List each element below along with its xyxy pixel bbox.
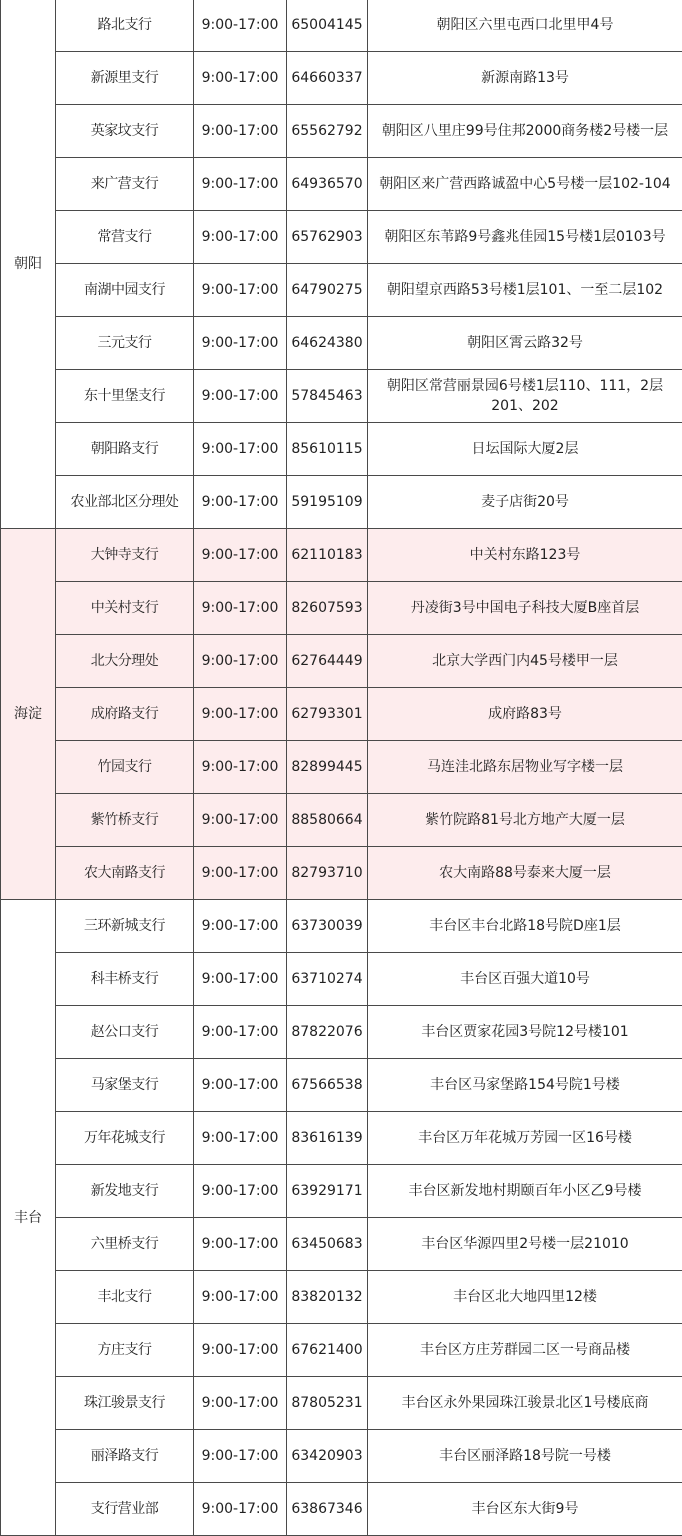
hours-cell: 9:00-17:00 [194,1218,287,1271]
table-row [1,1483,682,1536]
phone-cell: 59195109 [287,476,368,529]
branch-name-cell: 马家堡支行 [56,1059,194,1112]
address-cell: 丰台区马家堡路154号院1号楼 [368,1059,682,1112]
branch-name-cell: 北大分理处 [56,635,194,688]
address-cell: 麦子店街20号 [368,476,682,529]
branch-name-cell: 紫竹桥支行 [56,794,194,847]
phone-cell: 65004145 [287,0,368,52]
table-row [1,423,682,476]
address-cell: 丰台区百强大道10号 [368,953,682,1006]
phone-cell: 82899445 [287,741,368,794]
address-cell: 丰台区丰台北路18号院D座1层 [368,900,682,953]
branch-name-cell: 万年花城支行 [56,1112,194,1165]
address-cell: 北京大学西门内45号楼甲一层 [368,635,682,688]
branch-name-cell: 新发地支行 [56,1165,194,1218]
table-row [1,105,682,158]
branch-name-cell: 三环新城支行 [56,900,194,953]
phone-cell: 67621400 [287,1324,368,1377]
branch-name-cell: 路北支行 [56,0,194,52]
phone-cell: 88580664 [287,794,368,847]
phone-cell: 67566538 [287,1059,368,1112]
address-cell: 新源南路13号 [368,52,682,105]
phone-cell: 62793301 [287,688,368,741]
address-cell: 农大南路88号泰来大厦一层 [368,847,682,900]
address-cell: 紫竹院路81号北方地产大厦一层 [368,794,682,847]
branch-name-cell: 农大南路支行 [56,847,194,900]
hours-cell: 9:00-17:00 [194,529,287,582]
branch-name-cell: 朝阳路支行 [56,423,194,476]
table-row [1,1165,682,1218]
address-cell: 朝阳区常营丽景园6号楼1层110、111，2层201、202 [368,370,682,423]
hours-cell: 9:00-17:00 [194,794,287,847]
table-row [1,52,682,105]
table-row [1,476,682,529]
branch-name-cell: 南湖中园支行 [56,264,194,317]
branch-name-cell: 丰北支行 [56,1271,194,1324]
branch-name-cell: 成府路支行 [56,688,194,741]
hours-cell: 9:00-17:00 [194,900,287,953]
address-cell: 成府路83号 [368,688,682,741]
table-row [1,582,682,635]
address-cell: 朝阳望京西路53号楼1层101、一至二层102 [368,264,682,317]
table-row [1,794,682,847]
table-row [1,0,682,52]
branch-name-cell: 丽泽路支行 [56,1430,194,1483]
table-row [1,317,682,370]
hours-cell: 9:00-17:00 [194,0,287,52]
phone-cell: 65762903 [287,211,368,264]
district-cell: 海淀 [1,529,56,900]
district-cell: 丰台 [1,900,56,1536]
phone-cell: 65562792 [287,105,368,158]
table-row [1,529,682,582]
phone-cell: 64936570 [287,158,368,211]
hours-cell: 9:00-17:00 [194,1377,287,1430]
branch-name-cell: 三元支行 [56,317,194,370]
phone-cell: 82607593 [287,582,368,635]
table-row [1,1006,682,1059]
phone-cell: 87822076 [287,1006,368,1059]
branch-name-cell: 珠江骏景支行 [56,1377,194,1430]
branch-name-cell: 科丰桥支行 [56,953,194,1006]
address-cell: 马连洼北路东居物业写字楼一层 [368,741,682,794]
table-row [1,953,682,1006]
address-cell: 丰台区方庄芳群园二区一号商品楼 [368,1324,682,1377]
hours-cell: 9:00-17:00 [194,476,287,529]
phone-cell: 63710274 [287,953,368,1006]
phone-cell: 63450683 [287,1218,368,1271]
phone-cell: 82793710 [287,847,368,900]
hours-cell: 9:00-17:00 [194,582,287,635]
address-cell: 中关村东路123号 [368,529,682,582]
phone-cell: 63420903 [287,1430,368,1483]
table-row [1,1218,682,1271]
table-row [1,370,682,423]
branch-name-cell: 英家坟支行 [56,105,194,158]
hours-cell: 9:00-17:00 [194,105,287,158]
phone-cell: 63929171 [287,1165,368,1218]
hours-cell: 9:00-17:00 [194,52,287,105]
table-row [1,688,682,741]
branch-name-cell: 常营支行 [56,211,194,264]
phone-cell: 83616139 [287,1112,368,1165]
address-cell: 朝阳区东苇路9号鑫兆佳园15号楼1层0103号 [368,211,682,264]
table-row [1,900,682,953]
hours-cell: 9:00-17:00 [194,847,287,900]
address-cell: 朝阳区六里屯西口北里甲4号 [368,0,682,52]
address-cell: 丰台区东大街9号 [368,1483,682,1536]
hours-cell: 9:00-17:00 [194,1483,287,1536]
address-cell: 丰台区万年花城万芳园一区16号楼 [368,1112,682,1165]
table-row [1,1430,682,1483]
address-cell: 丰台区北大地四里12楼 [368,1271,682,1324]
table-row [1,1059,682,1112]
hours-cell: 9:00-17:00 [194,264,287,317]
table-row [1,158,682,211]
table-row [1,1112,682,1165]
branch-name-cell: 赵公口支行 [56,1006,194,1059]
phone-cell: 63867346 [287,1483,368,1536]
hours-cell: 9:00-17:00 [194,1271,287,1324]
address-cell: 丰台区新发地村期颐百年小区乙9号楼 [368,1165,682,1218]
hours-cell: 9:00-17:00 [194,1112,287,1165]
hours-cell: 9:00-17:00 [194,741,287,794]
hours-cell: 9:00-17:00 [194,688,287,741]
branch-name-cell: 来广营支行 [56,158,194,211]
hours-cell: 9:00-17:00 [194,423,287,476]
branch-name-cell: 东十里堡支行 [56,370,194,423]
table-row [1,211,682,264]
branch-name-cell: 方庄支行 [56,1324,194,1377]
hours-cell: 9:00-17:00 [194,370,287,423]
branch-name-cell: 支行营业部 [56,1483,194,1536]
phone-cell: 64790275 [287,264,368,317]
phone-cell: 57845463 [287,370,368,423]
phone-cell: 64660337 [287,52,368,105]
address-cell: 丰台区永外果园珠江骏景北区1号楼底商 [368,1377,682,1430]
phone-cell: 64624380 [287,317,368,370]
hours-cell: 9:00-17:00 [194,1324,287,1377]
hours-cell: 9:00-17:00 [194,1165,287,1218]
hours-cell: 9:00-17:00 [194,1430,287,1483]
phone-cell: 83820132 [287,1271,368,1324]
branch-name-cell: 中关村支行 [56,582,194,635]
table-row [1,741,682,794]
phone-cell: 62764449 [287,635,368,688]
address-cell: 丹凌街3号中国电子科技大厦B座首层 [368,582,682,635]
table-row [1,847,682,900]
table-row [1,264,682,317]
branch-name-cell: 六里桥支行 [56,1218,194,1271]
phone-cell: 62110183 [287,529,368,582]
branch-name-cell: 竹园支行 [56,741,194,794]
phone-cell: 63730039 [287,900,368,953]
branch-name-cell: 新源里支行 [56,52,194,105]
hours-cell: 9:00-17:00 [194,317,287,370]
address-cell: 丰台区丽泽路18号院一号楼 [368,1430,682,1483]
hours-cell: 9:00-17:00 [194,953,287,1006]
hours-cell: 9:00-17:00 [194,1059,287,1112]
address-cell: 朝阳区八里庄99号住邦2000商务楼2号楼一层 [368,105,682,158]
table-row [1,1377,682,1430]
branch-name-cell: 农业部北区分理处 [56,476,194,529]
phone-cell: 85610115 [287,423,368,476]
phone-cell: 87805231 [287,1377,368,1430]
branch-table-body [1,0,682,1536]
table-row [1,1271,682,1324]
address-cell: 丰台区贾家花园3号院12号楼101 [368,1006,682,1059]
address-cell: 朝阳区来广营西路诚盈中心5号楼一层102-104 [368,158,682,211]
branch-name-cell: 大钟寺支行 [56,529,194,582]
table-row [1,635,682,688]
address-cell: 丰台区华源四里2号楼一层21010 [368,1218,682,1271]
hours-cell: 9:00-17:00 [194,635,287,688]
hours-cell: 9:00-17:00 [194,158,287,211]
address-cell: 日坛国际大厦2层 [368,423,682,476]
address-cell: 朝阳区霄云路32号 [368,317,682,370]
table-row [1,1324,682,1377]
district-cell: 朝阳 [1,0,56,529]
hours-cell: 9:00-17:00 [194,1006,287,1059]
hours-cell: 9:00-17:00 [194,211,287,264]
